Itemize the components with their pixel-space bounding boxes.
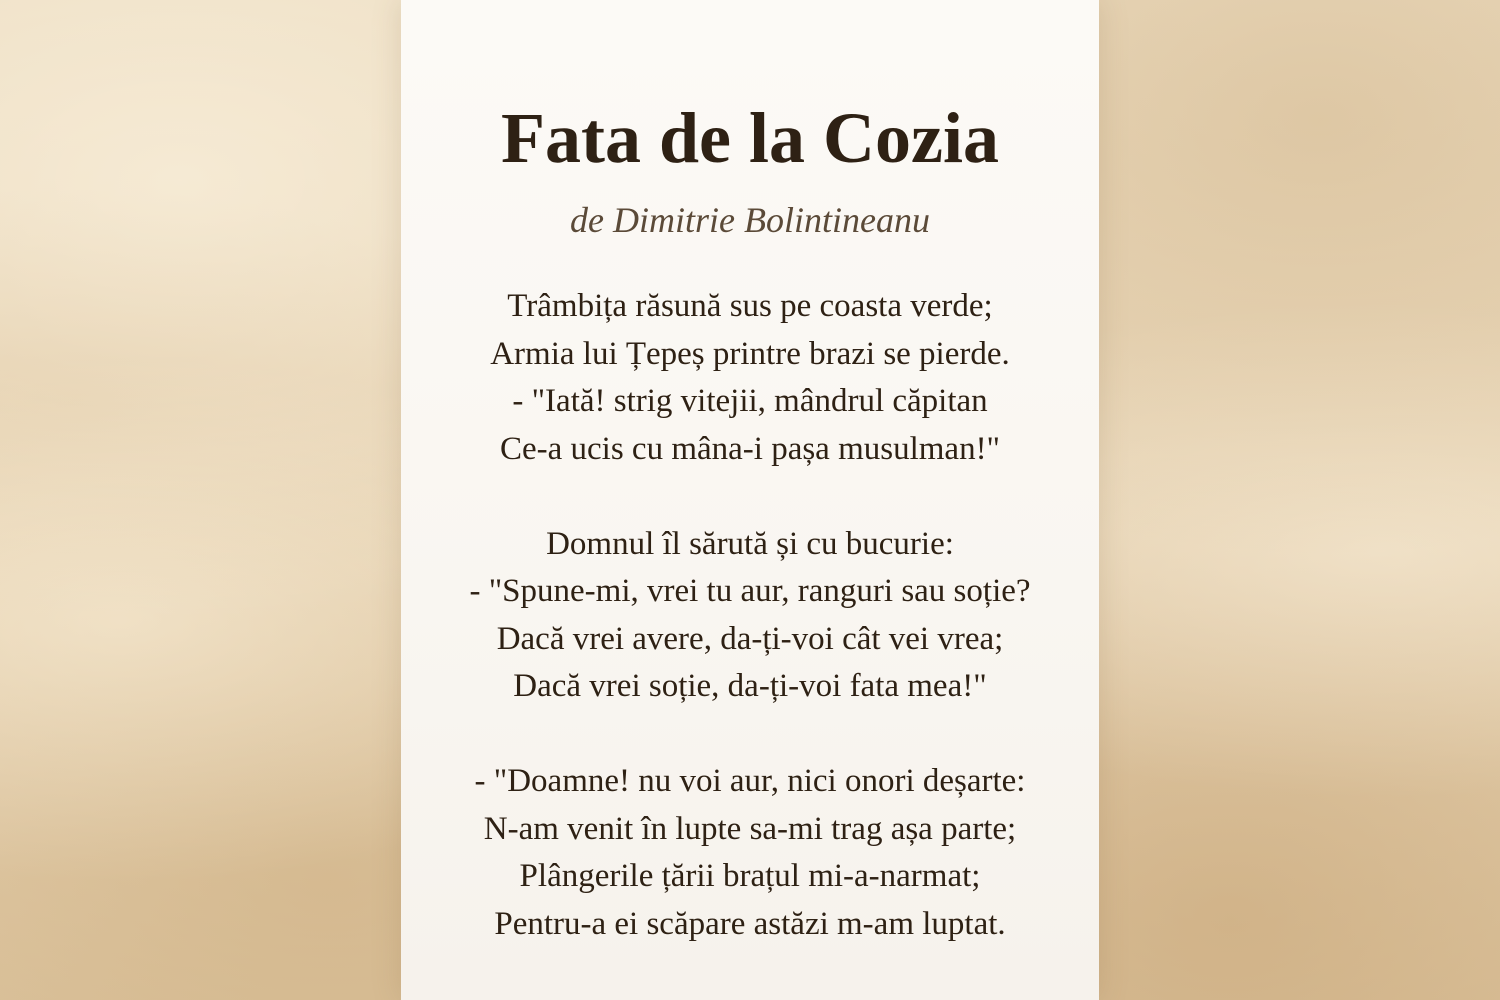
poem-line: Plângerile țării brațul mi-a-narmat; [519,858,981,894]
poem-line: - "Doamne! nu voi aur, nici onori deșarte: [474,763,1026,799]
poem-line: - "Spune-mi, vrei tu aur, ranguri sau soție? [469,573,1031,609]
poem-line: Pentru-a ei scăpare astăzi m-am luptat. [494,905,1006,942]
stanza [401,758,1099,948]
poem-body [401,283,1099,996]
poem-line: Dacă vrei avere, da-ți-voi cât vei vrea; [496,620,1004,657]
poem-line: Dacă vrei soție, da-ți-voi fata mea!" [513,668,987,704]
stanza [401,283,1099,473]
poem-line: Ce-a ucis cu mâna-i pașa musulman!" [499,430,1001,467]
poem-author: de Dimitrie Bolintineanu [570,200,930,240]
poem-line: Armia lui Țepeș printre brazi se pierde. [490,335,1010,372]
stanza [401,521,1099,711]
poem-page [401,0,1099,1000]
poem-title: Fata de la Cozia [501,98,999,178]
poem-line: - "Iată! strig vitejii, mândrul căpitan [512,383,988,419]
poem-line: N-am venit în lupte sa-mi trag așa parte; [483,810,1017,847]
poem-line: Trâmbița răsună sus pe coasta verde; [507,288,993,324]
poem-line: Domnul îl sărută și cu bucurie: [546,525,954,562]
